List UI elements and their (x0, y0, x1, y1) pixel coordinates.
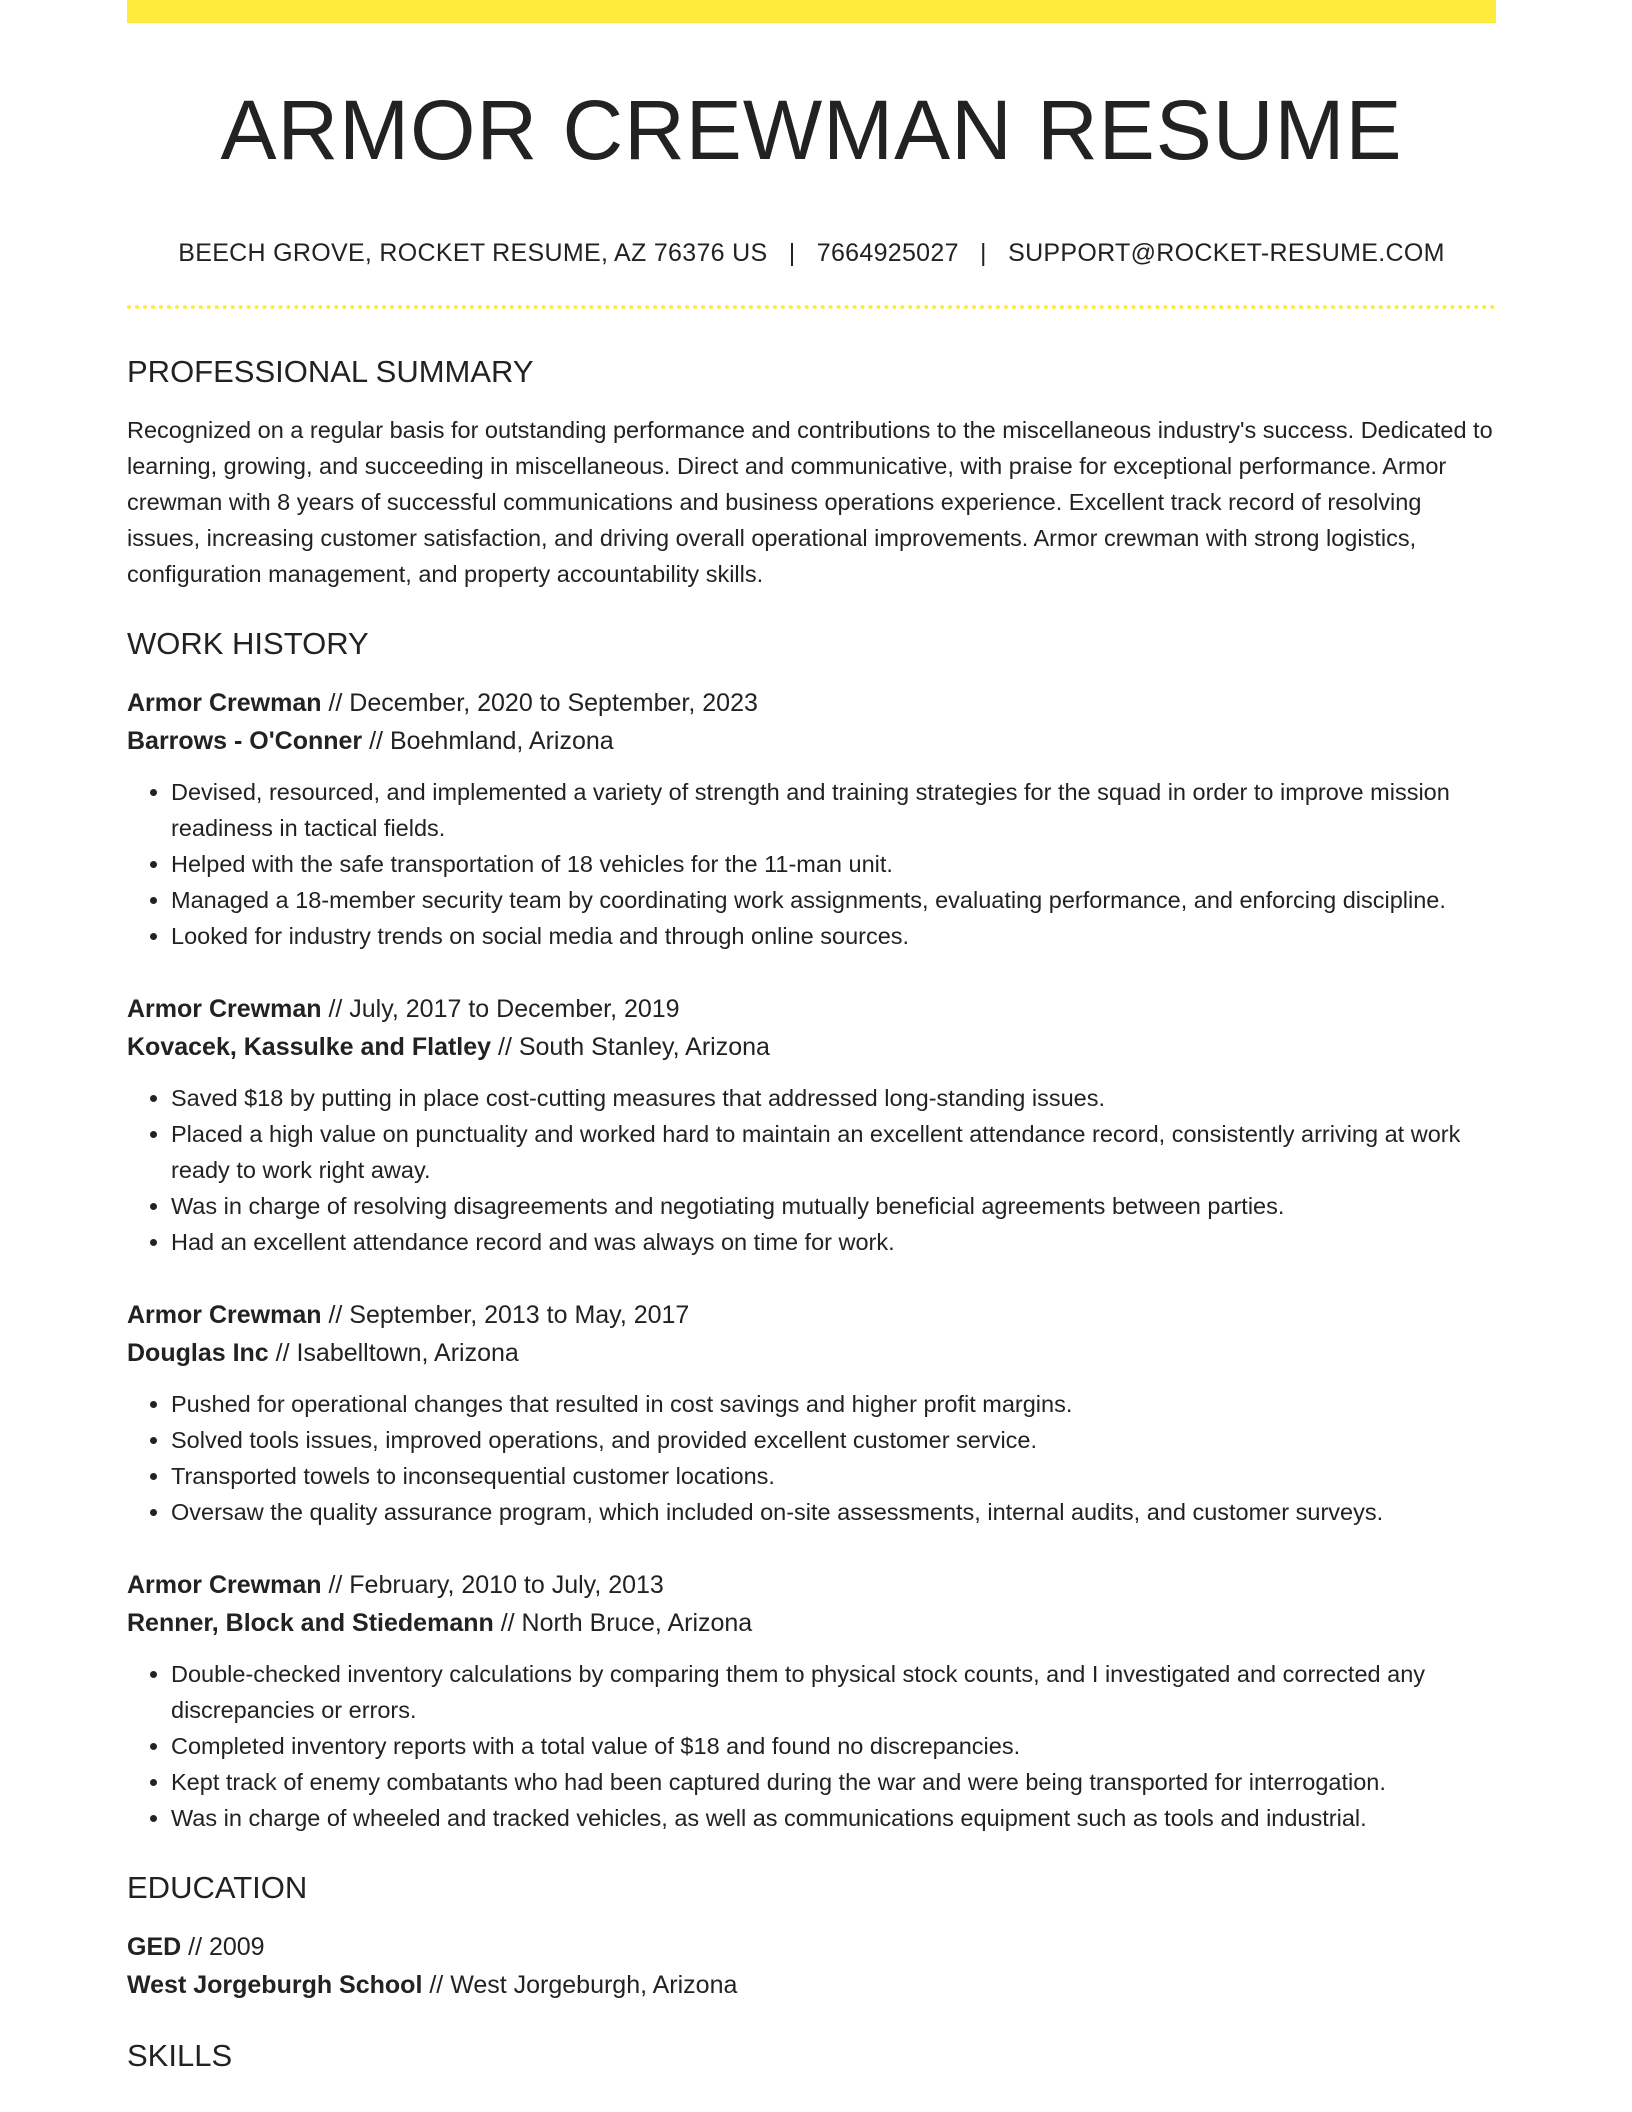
job-location: // Isabelltown, Arizona (268, 1339, 519, 1367)
list-item: • Solved tools issues, improved operations, and provided excellent customer service. (171, 1422, 1496, 1458)
list-item: • Was in charge of resolving disagreements and negotiating mutually beneficial agreements between parties. (171, 1188, 1496, 1224)
job-company: Barrows - O'Conner (127, 727, 363, 755)
job-title-line (127, 990, 1496, 1028)
contact-separator: | (788, 239, 796, 267)
contact-separator: | (980, 239, 987, 267)
list-item: • Looked for industry trends on social media and through online sources. (171, 918, 1496, 954)
summary-text: Recognized on a regular basis for outstanding performance and contributions to the miscellaneous industry's success. Dedicated to learning, growing, and succeeding in miscellaneous. Direct and communicative, with praise for exceptional performance. Armor crewman with 8 years of successful communications and business operations experience. Excellent track record of resolving issues, increasing customer satisfaction, and driving overall operational improvements. Armor crewman with strong logistics, configuration management, and property accountability skills. (127, 417, 1493, 587)
contact-line (127, 236, 1496, 270)
education-location: // West Jorgeburgh, Arizona (422, 1971, 738, 1999)
job-location: // South Stanley, Arizona (491, 1033, 770, 1061)
list-item: • Oversaw the quality assurance program, which included on-site assessments, internal audits, and customer surveys. (171, 1494, 1496, 1530)
list-item: • Helped with the safe transportation of 18 vehicles for the 11-man unit. (171, 846, 1496, 882)
list-item: • Pushed for operational changes that resulted in cost savings and higher profit margins. (171, 1386, 1496, 1422)
job-title-line (127, 1566, 1496, 1604)
education-school: West Jorgeburgh School (127, 1971, 423, 1999)
job-entry (127, 684, 1496, 954)
job-company-line (127, 722, 1496, 760)
job-company-line (127, 1604, 1496, 1642)
job-entry (127, 1296, 1496, 1530)
list-item: • Had an excellent attendance record and was always on time for work. (171, 1224, 1496, 1260)
skills-heading: SKILLS (127, 2038, 233, 2073)
summary-section (127, 350, 1496, 592)
job-location: // North Bruce, Arizona (493, 1609, 753, 1637)
summary-heading: PROFESSIONAL SUMMARY (127, 354, 534, 389)
job-company: Renner, Block and Stiedemann (127, 1609, 494, 1637)
work-history-heading: WORK HISTORY (127, 626, 369, 661)
job-title: Armor Crewman (127, 1571, 322, 1599)
education-entry (127, 1928, 1496, 2004)
list-item: • Saved $18 by putting in place cost-cutting measures that addressed long-standing issues. (171, 1080, 1496, 1116)
job-company-line (127, 1028, 1496, 1066)
education-heading: EDUCATION (127, 1870, 308, 1905)
contact-address: BEECH GROVE, ROCKET RESUME, AZ 76376 US (178, 239, 768, 267)
job-entry (127, 1566, 1496, 1836)
job-title-line (127, 684, 1496, 722)
job-location: // Boehmland, Arizona (362, 727, 614, 755)
list-item: • Was in charge of wheeled and tracked vehicles, as well as communications equipment such as tools and industrial. (171, 1800, 1496, 1836)
list-item: • Completed inventory reports with a total value of $18 and found no discrepancies. (171, 1728, 1496, 1764)
job-dates: // February, 2010 to July, 2013 (321, 1571, 664, 1599)
list-item: • Transported towels to inconsequential customer locations. (171, 1458, 1496, 1494)
job-title-line (127, 1296, 1496, 1334)
education-school-line (127, 1966, 1496, 2004)
resume-title: ARMOR CREWMAN RESUME (220, 83, 1403, 177)
job-title: Armor Crewman (127, 995, 322, 1023)
education-year: // 2009 (181, 1933, 265, 1961)
job-entry (127, 990, 1496, 1260)
job-dates: // December, 2020 to September, 2023 (321, 689, 758, 717)
list-item: • Double-checked inventory calculations by comparing them to physical stock counts, and I investigated and corrected any discrepancies or errors. (171, 1656, 1496, 1728)
list-item: • Kept track of enemy combatants who had been captured during the war and were being transported for interrogation. (171, 1764, 1496, 1800)
job-bullets (127, 1080, 1496, 1260)
list-item: • Managed a 18-member security team by coordinating work assignments, evaluating performance, and enforcing discipline. (171, 882, 1496, 918)
job-dates: // September, 2013 to May, 2017 (321, 1301, 690, 1329)
contact-email[interactable]: SUPPORT@ROCKET-RESUME.COM (1008, 239, 1445, 267)
contact-phone[interactable]: 7664925027 (816, 239, 959, 267)
job-company: Kovacek, Kassulke and Flatley (127, 1033, 492, 1061)
job-bullets (127, 1656, 1496, 1836)
job-dates: // July, 2017 to December, 2019 (321, 995, 680, 1023)
job-title: Armor Crewman (127, 1301, 322, 1329)
job-company-line (127, 1334, 1496, 1372)
work-history-section (127, 622, 1496, 1836)
job-bullets (127, 774, 1496, 954)
education-degree: GED (127, 1933, 182, 1961)
accent-top-bar (127, 0, 1496, 23)
education-degree-line (127, 1928, 1496, 1966)
list-item: • Placed a high value on punctuality and worked hard to maintain an excellent attendance record, consistently arriving at work ready to work right away. (171, 1116, 1496, 1188)
resume-content (127, 350, 1496, 2078)
education-section (127, 1866, 1496, 2004)
list-item: • Devised, resourced, and implemented a variety of strength and training strategies for the squad in order to improve mission readiness in tactical fields. (171, 774, 1496, 846)
dotted-divider (127, 305, 1496, 309)
job-bullets (127, 1386, 1496, 1530)
job-company: Douglas Inc (127, 1339, 269, 1367)
job-title: Armor Crewman (127, 689, 322, 717)
skills-section (127, 2034, 1496, 2078)
